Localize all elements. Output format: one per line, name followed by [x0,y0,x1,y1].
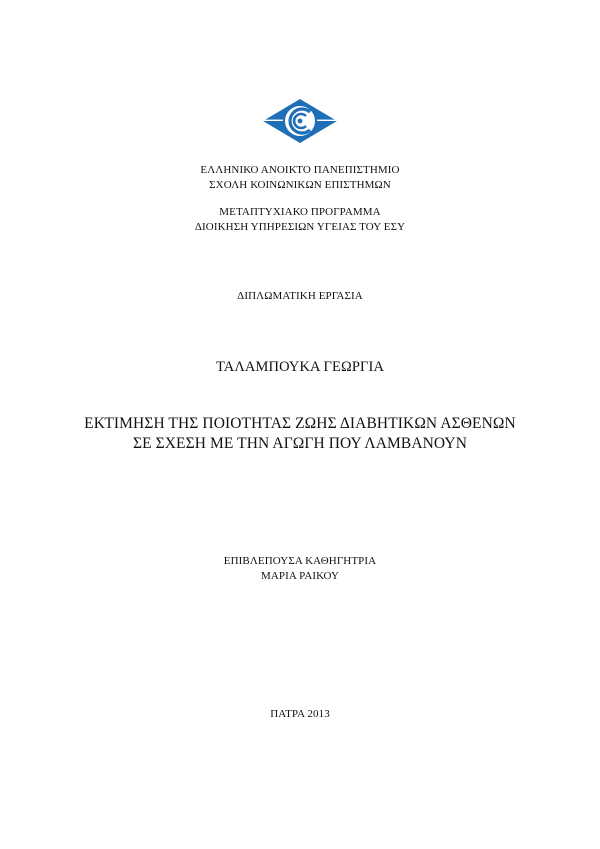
document-type: ΔΙΠΛΩΜΑΤΙΚΗ ΕΡΓΑΣΙΑ [237,290,363,302]
author-block [0,357,600,377]
supervisor-block [0,554,600,584]
thesis-title-block [0,414,600,454]
thesis-title-line-2: ΣΕ ΣΧΕΣΗ ΜΕ ΤΗΝ ΑΓΩΓΗ ΠΟΥ ΛΑΜΒΑΝΟΥΝ [132,435,468,452]
program-type: ΜΕΤΑΠΤΥΧΙΑΚΟ ΠΡΟΓΡΑΜΜΑ [219,206,381,218]
program-name: ΔΙΟΙΚΗΣΗ ΥΠΗΡΕΣΙΩΝ ΥΓΕΙΑΣ ΤΟΥ ΕΣΥ [194,221,406,233]
place-year: ΠΑΤΡΑ 2013 [270,708,330,720]
supervisor-name: ΜΑΡΙΑ ΡΑΙΚΟΥ [260,570,340,582]
university-logo-icon [262,98,338,144]
author-name: ΤΑΛΑΜΠΟΥΚΑ ΓΕΩΡΓΙΑ [215,359,385,375]
university-name: ΕΛΛΗΝΙΚΟ ΑΝΟΙΚΤΟ ΠΑΝΕΠΙΣΤΗΜΙΟ [200,164,400,176]
document-type-block [0,289,600,304]
thesis-title-line-1: ΕΚΤΙΜΗΣΗ ΤΗΣ ΠΟΙΟΤΗΤΑΣ ΖΩΗΣ ΔΙΑΒΗΤΙΚΩΝ ΑΣΘΕΝΩΝ [84,415,516,432]
program-block [0,205,600,235]
place-year-block [0,707,600,722]
school-name: ΣΧΟΛΗ ΚΟΙΝΩΝΙΚΩΝ ΕΠΙΣΤΗΜΩΝ [209,179,391,191]
university-block [0,163,600,193]
supervisor-role: ΕΠΙΒΛΕΠΟΥΣΑ ΚΑΘΗΓΗΤΡΙΑ [223,555,377,567]
